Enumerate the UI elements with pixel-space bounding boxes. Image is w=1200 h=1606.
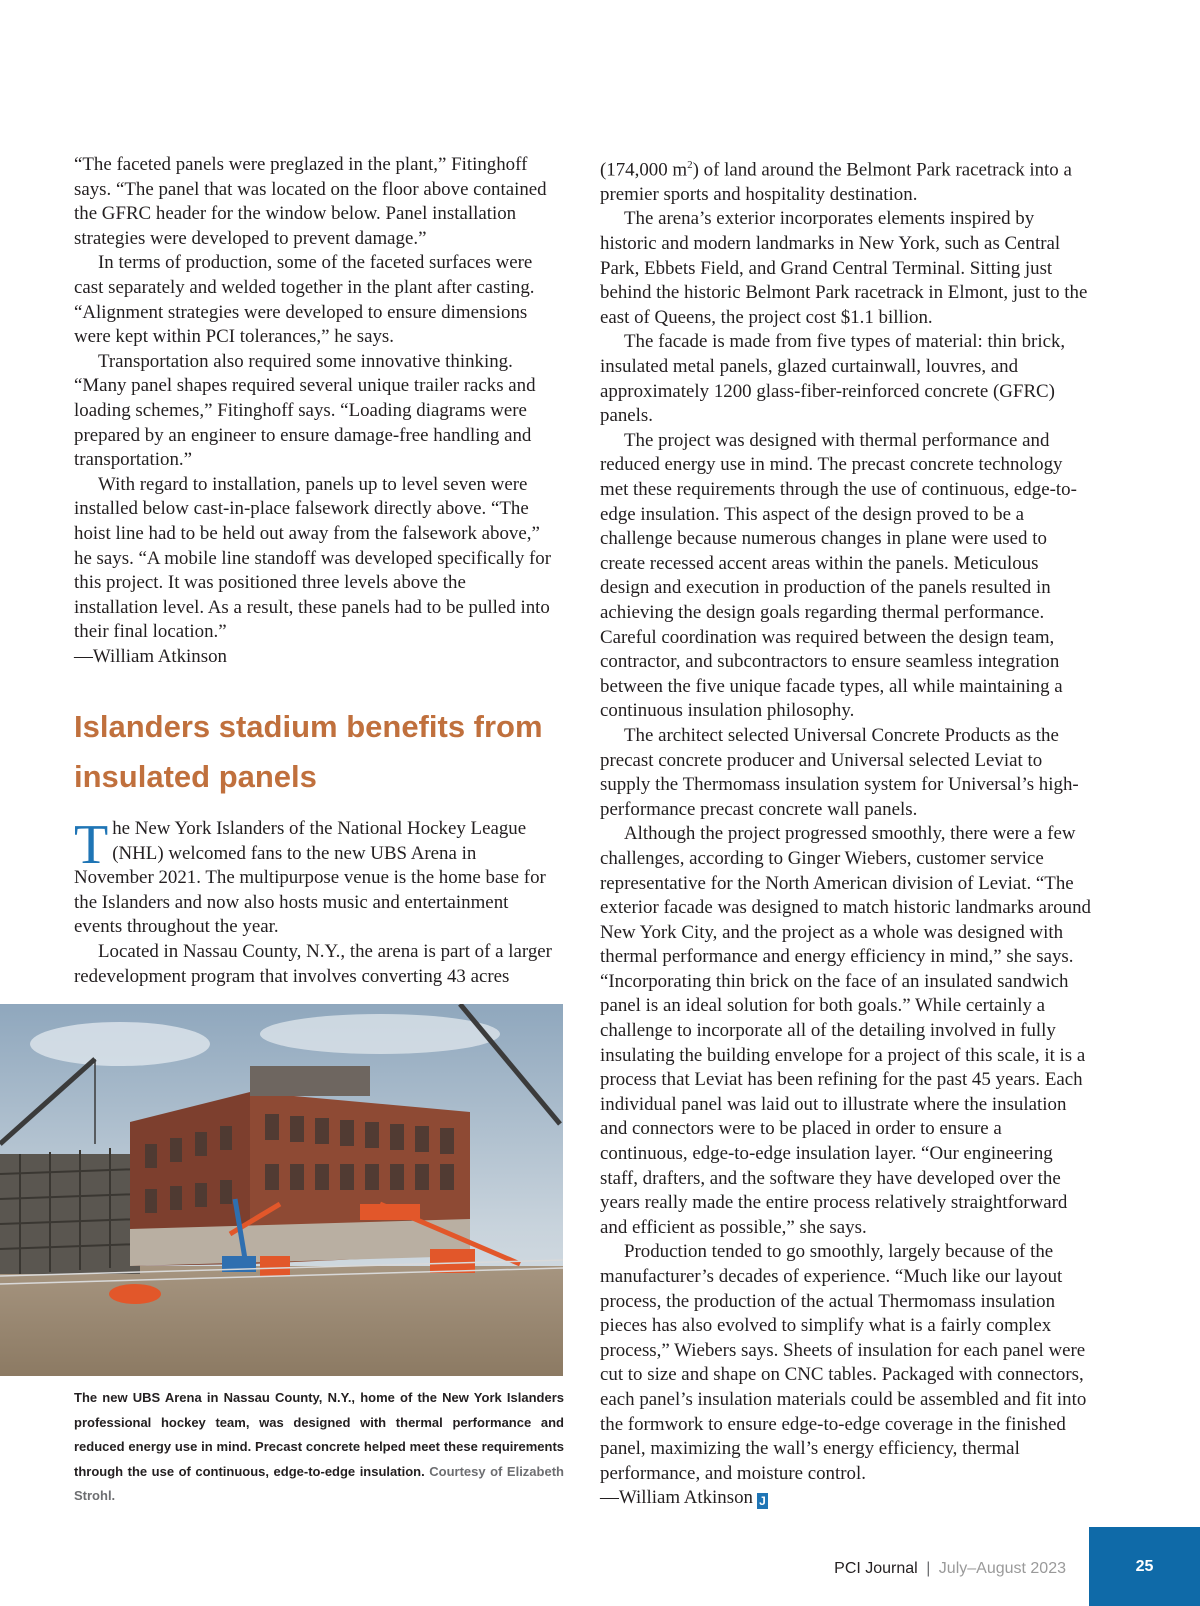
byline <box>600 1486 1092 1511</box>
journal-name: PCI Journal <box>834 1560 918 1577</box>
footer-separator: | <box>926 1560 931 1577</box>
right-column <box>600 153 1092 1511</box>
paragraph <box>600 153 1092 207</box>
arena-construction-photo <box>0 1004 563 1376</box>
page-number: 25 <box>1135 1557 1154 1575</box>
byline: —William Atkinson <box>74 645 227 667</box>
paragraph: “The faceted panels were preglazed in the plant,” Fitinghoff says. “The panel that was located on the floor above contained the GFRC header for the window below. Panel installation strategies were developed to prevent damage.” <box>74 154 547 249</box>
superscript: 2 <box>687 159 693 171</box>
left-column-intro <box>74 814 554 989</box>
paragraph: With regard to installation, panels up to level seven were installed below cast-in-place falsework directly above. “The hoist line had to be held out away from the falsework above,” he says. “A mobile line standoff was developed specifically for this project. It was positioned three levels above the installation level. As a result, these panels had to be pulled into their final location.” <box>74 473 552 643</box>
caption-text: The new UBS Arena in Nassau County, N.Y., home of the New York Islanders professional hockey team, was designed with thermal performance and reduced energy use in mind. Precast concrete helped meet these requirements through the use of continuous, edge-to-edge insulation. <box>74 1390 564 1479</box>
issue-date: July–August 2023 <box>938 1560 1066 1577</box>
text-fragment: ) of land around the Belmont Park racetrack into a premier sports and hospitality destination. <box>600 159 1072 205</box>
paragraph: The facade is made from five types of material: thin brick, insulated metal panels, glazed curtainwall, louvres, and approximately 1200 glass-fiber-reinforced concrete (GFRC) panels. <box>600 331 1066 427</box>
photo-credit: Courtesy of Elizabeth Strohl. <box>74 1463 564 1503</box>
intro-paragraph <box>74 814 554 940</box>
footer-journal-info <box>834 1560 1066 1578</box>
page-number-box <box>1089 1527 1200 1606</box>
paragraph: The architect selected Universal Concrete Products as the precast concrete producer and Universal selected Leviat to supply the Thermomass insulation system for Universal’s high-performance precast concrete wall panels. <box>600 724 1079 820</box>
end-mark-icon: J <box>757 1493 768 1509</box>
intro-text: he New York Islanders of the National Hockey League (NHL) welcomed fans to the new UBS Arena in November 2021. The multipurpose venue is the home base for the Islanders and now also hosts music and entertainment events throughout the year. <box>74 818 546 938</box>
photo-caption <box>74 1386 564 1509</box>
paragraph: Production tended to go smoothly, largely because of the manufacturer’s decades of experience. “Much like our layout process, the production of the actual Thermomass insulation pieces has also evolved to simplify what is a fairly complex process,” Wiebers says. Sheets of insulation for each panel were cut to size and shape on CNC tables. Packaged with connectors, each panel’s insulation materials could be assembled and fit into the formwork to ensure edge-to-edge coverage in the finished panel, maximizing the wall’s energy efficiency, thermal performance, and moisture control. <box>600 1241 1087 1484</box>
paragraph: The arena’s exterior incorporates elements inspired by historic and modern landmarks in New York, such as Central Park, Ebbets Field, and Grand Central Terminal. Sitting just behind the historic Belmont Park racetrack in Elmont, just to the east of Queens, the project cost $1.1 billion. <box>600 208 1088 328</box>
byline-text: —William Atkinson <box>600 1487 753 1509</box>
section-heading: Islanders stadium benefits from insulated panels <box>74 709 543 794</box>
paragraph: Located in Nassau County, N.Y., the arena is part of a larger redevelopment program that involves converting 43 acres <box>74 940 552 987</box>
text-fragment: (174,000 m <box>600 159 688 181</box>
paragraph: Transportation also required some innovative thinking. “Many panel shapes required several unique trailer racks and loading schemes,” Fitinghoff says. “Loading diagrams were prepared by an engineer to ensure damage-free handling and transportation.” <box>74 350 536 471</box>
paragraph: Although the project progressed smoothly, there were a few challenges, according to Ginger Wiebers, customer service representative for the North American division of Leviat. “The exterior facade was designed to match historic landmarks around New York City, and the project as a whole was designed with thermal performance and energy efficiency in mind,” she says. “Incorporating thin brick on the face of an insulated sandwich panel is an ideal solution for both goals.” While certainly a challenge to incorporate all of the detailing involved in fully insulating the building envelope for a project of this scale, it is a process that Leviat has been refining for the past 45 years. Each individual panel was laid out to illustrate where the insulation and connectors were to be placed in order to ensure a continuous, edge-to-edge insulation layer. “Our engineering staff, drafters, and the software they have developed over the years really made the entire process relatively straightforward and efficient as possible,” she says. <box>600 823 1091 1238</box>
paragraph: In terms of production, some of the faceted surfaces were cast separately and welded together in the plant after casting. “Alignment strategies were developed to ensure dimensions were kept within PCI tolerances,” he says. <box>74 252 535 348</box>
left-column-top <box>74 153 554 669</box>
paragraph: The project was designed with thermal performance and reduced energy use in mind. The precast concrete technology met these requirements through the use of continuous, edge-to-edge insulation. This aspect of the design proved to be a challenge because numerous changes in plane were used to create recessed accent areas within the panels. Meticulous design and execution in production of the panels resulted in achieving the design goals regarding thermal performance. Careful coordination was required between the design team, contractor, and subcontractors to ensure seamless integration between the five unique facade types, all while maintaining a continuous insulation philosophy. <box>600 429 1077 722</box>
drop-cap: T <box>74 814 109 876</box>
